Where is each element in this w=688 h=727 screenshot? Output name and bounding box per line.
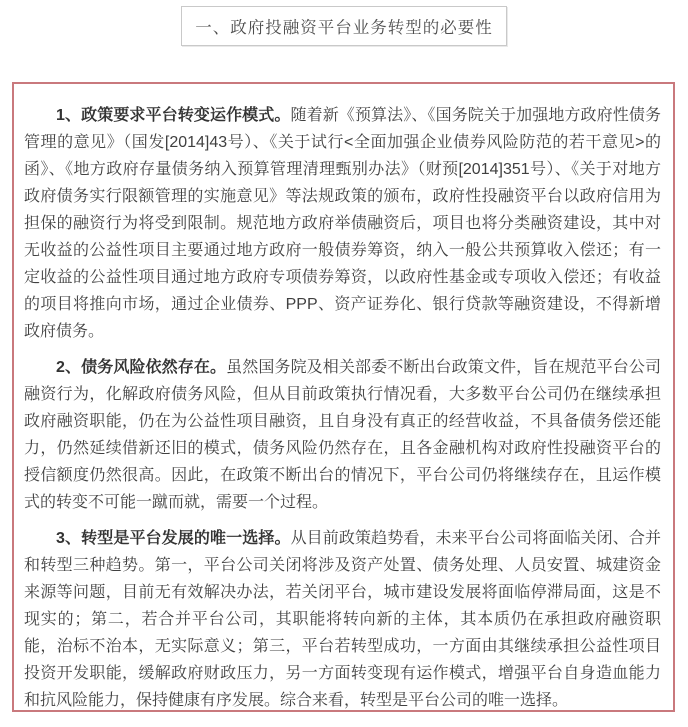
paragraph-lead: 3、转型是平台发展的唯一选择。 — [56, 530, 291, 547]
section-title: 一、政府投融资平台业务转型的必要性 — [195, 19, 493, 37]
paragraph-lead: 1、政策要求平台转变运作模式。 — [56, 107, 291, 124]
paragraph-body: 虽然国务院及相关部委不断出台政策文件，旨在规范平台公司融资行为，化解政府债务风险，但从目前政策执行情况看，大多数平台公司仍在继续承担政府融资职能，仍在为公益性项目融资，且自身没有真正的经营收益，不具备债务偿还能力，仍然延续借新还旧的模式，债务风险仍然存在，且各金融机构对政府性投融资平台的授信额度仍然很高。因此，在政策不断出台的情况下，平台公司仍将继续存在，且运作模式的转变不可能一蹴而就，需要一个过程。 — [24, 359, 661, 511]
paragraph-lead: 2、债务风险依然存在。 — [56, 359, 227, 376]
paragraph-debt-risk — [24, 354, 661, 516]
paragraph-transformation-choice — [24, 525, 661, 712]
paragraph-body: 从目前政策趋势看，未来平台公司将面临关闭、合并和转型三种趋势。第一，平台公司关闭将涉及资产处置、债务处理、人员安置、城建资金来源等问题，目前无有效解决办法，若关闭平台，城市建设发展将面临停滞局面，这是不现实的；第二，若合并平台公司，其职能将转向新的主体，其本质仍在承担政府融资职能，治标不治本，无实际意义；第三，平台若转型成功，一方面由其继续承担公益性项目投资开发职能，缓解政府财政压力，另一方面转变现有运作模式，增强平台自身造血能力和抗风险能力，保持健康有序发展。综合来看，转型是平台公司的唯一选择。 — [24, 530, 661, 709]
page — [0, 6, 688, 727]
section-title-box — [181, 6, 507, 46]
paragraph-body: 随着新《预算法》、《国务院关于加强地方政府性债务管理的意见》（国发[2014]43号）、《关于试行<全面加强企业债券风险防范的若干意见>的函》、《地方政府存量债务纳入预算管理清理甄别办法》（财预[2014]351号）、《关于对地方政府债务实行限额管理的实施意见》等法规政策的颁布，政府性投融资平台以政府信用为担保的融资行为将受到限制。规范地方政府举债融资后，项目也将分类融资建设，其中对无收益的公益性项目主要通过地方政府一般债券筹资，纳入一般公共预算收入偿还；有一定收益的公益性项目通过地方政府专项债券筹资，以政府性基金或专项收入偿还；有收益的项目将推向市场，通过企业债券、PPP、资产证券化、银行贷款等融资建设，不得新增政府债务。 — [24, 107, 661, 340]
content-panel — [12, 82, 675, 712]
paragraph-policy-transform — [24, 102, 661, 345]
